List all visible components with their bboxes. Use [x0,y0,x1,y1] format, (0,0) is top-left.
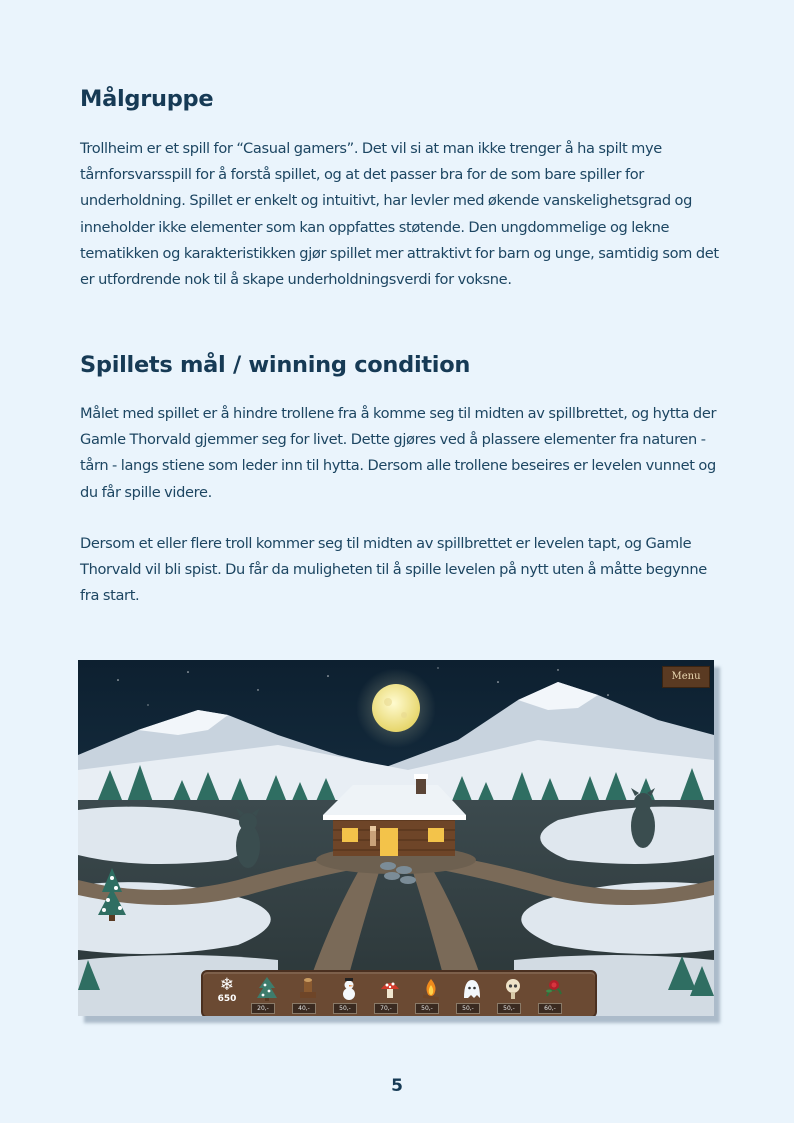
price-label: 50,- [456,1003,480,1014]
paragraph-malgruppe: Trollheim er et spill for “Casual gamers”. Det vil si at man ikke trenger å ha spilt mye tårnforsvarsspill for å forstå spillet, og at det passer bra for de som bare spiller for underholdning. Spillet er enkelt og intuitivt, har levler med økende vanskelighetsgrad og inneholder ikke elementer som kan oppfattes støtende. Den ungdommelige og lekne tematikken og karakteristikken gjør spillet mer attraktivt for barn og unge, samtidig som det er utfordrende nok til å skape underholdningsverdi for voksne. [80,140,719,289]
heading-spillets-mal: Spillets mål / winning condition [80,352,471,378]
tower-slot-rose[interactable] [534,974,574,1014]
snow-ghost-icon [460,976,484,1002]
game-screenshot [78,660,714,1016]
menu-button[interactable]: Menu [662,666,710,688]
price-label: 50,- [415,1003,439,1014]
tower-slot-snowman[interactable] [329,974,369,1014]
paragraph-goal: Målet med spillet er å hindre trollene fra å komme seg til midten av spillbrettet, og hytta der Gamle Thorvald gjemmer seg for livet. Dette gjøres ved å plassere elementer fra naturen - tårn - langs stiene som leder inn til hytta. Dersom alle trollene beseires er levelen vunnet og du får spille videre. [80,405,717,501]
price-label: 70,- [374,1003,398,1014]
mushroom-icon [378,976,402,1002]
price-label: 20,- [251,1003,275,1014]
skull-mushroom-icon [501,976,525,1002]
price-label: 40,- [292,1003,316,1014]
price-label: 50,- [497,1003,521,1014]
snow-currency [212,976,242,1005]
tower-slot-skull-mushroom[interactable] [493,974,533,1014]
heading-malgruppe: Målgruppe [80,86,214,112]
tower-slot-log[interactable] [288,974,328,1014]
price-label: 60,- [538,1003,562,1014]
tower-slot-campfire[interactable] [411,974,451,1014]
game-scene [78,660,714,1016]
tower-slot-snow-ghost[interactable] [452,974,492,1014]
rose-icon [542,976,566,1002]
snow-count: 650 [217,994,237,1004]
page-number: 5 [391,1076,403,1096]
price-label: 50,- [333,1003,357,1014]
campfire-icon [419,976,443,1002]
tower-slot-mushroom[interactable] [370,974,410,1014]
pine-tree-icon [255,976,279,1002]
snowflake-icon: ❄ [219,975,235,995]
tower-tray [201,970,597,1016]
snowman-icon [337,976,361,1002]
log-icon [296,976,320,1002]
tower-slot-pine-tree[interactable] [247,974,287,1014]
paragraph-lose: Dersom et eller flere troll kommer seg til midten av spillbrettet er levelen tapt, og Gamle Thorvald vil bli spist. Du får da muligheten til å spille levelen på nytt uten å måtte begynne fra start. [80,535,707,605]
